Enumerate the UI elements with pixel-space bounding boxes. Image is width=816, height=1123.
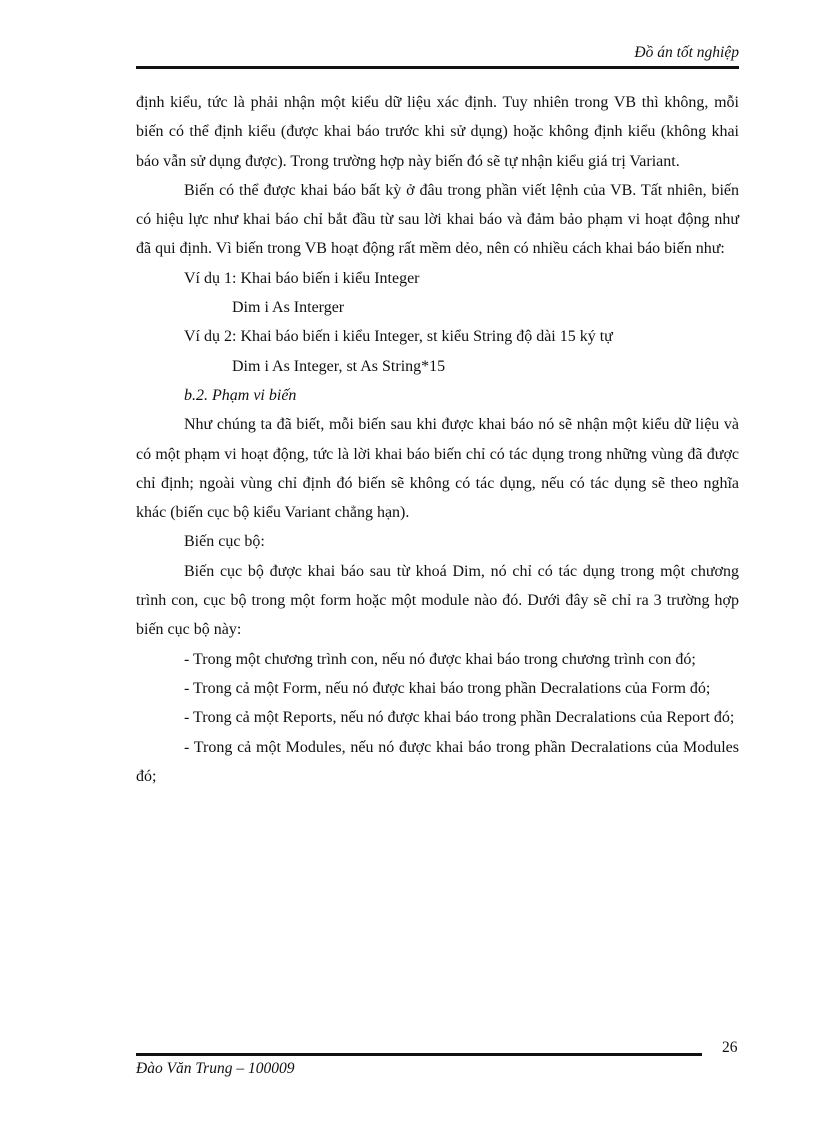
page-number: 26 [722, 1039, 738, 1056]
bullet-item-2: - Trong cả một Form, nếu nó được khai báo trong phần Decralations của Form đó; [184, 679, 711, 697]
sub-heading: Biến cục bộ: [184, 533, 265, 551]
example-1-code: Dim i As Interger [232, 299, 345, 317]
footer-rule [136, 1053, 702, 1056]
footer-author: Đào Văn Trung – 100009 [136, 1060, 295, 1077]
section-heading: b.2. Phạm vi biến [184, 386, 297, 404]
paragraph-3: Như chúng ta đã biết, mỗi biến sau khi được khai báo nó sẽ nhận một kiểu dữ liệu và có một phạm vi hoạt động, tức là lời khai báo biến chỉ có tác dụng trong những vùng đã được chỉ định; ngoài vùng chỉ định đó biến sẽ không có tác dụng, nếu có tác dụng sẽ theo nghĩa khác (biến cục bộ kiểu Variant chẳng hạn). [136, 416, 739, 522]
page-content [136, 88, 739, 791]
header-title: Đồ án tốt nghiệp [634, 44, 739, 61]
bullet-item-4: - Trong cả một Modules, nếu nó được khai báo trong phần Decralations của Modules đó; [136, 738, 739, 785]
example-2-code: Dim i As Integer, st As String*15 [232, 357, 446, 375]
bullet-item-1: - Trong một chương trình con, nếu nó được khai báo trong chương trình con đó; [184, 650, 696, 668]
paragraph-1: định kiểu, tức là phải nhận một kiểu dữ liệu xác định. Tuy nhiên trong VB thì không, mỗi biến có thể định kiểu (được khai báo trước khi sử dụng) hoặc không định kiểu (không khai báo vẫn sử dụng được). Trong trường hợp này biến đó sẽ tự nhận kiểu giá trị Variant. [136, 94, 739, 170]
example-2-label: Ví dụ 2: Khai báo biến i kiểu Integer, st kiểu String độ dài 15 ký tự [184, 328, 613, 346]
paragraph-4: Biến cục bộ được khai báo sau từ khoá Dim, nó chỉ có tác dụng trong một chương trình con, cục bộ trong một form hoặc một module nào đó. Dưới đây sẽ chỉ ra 3 trường hợp biến cục bộ này: [136, 562, 739, 639]
header-rule [136, 66, 739, 69]
paragraph-2: Biến có thể được khai báo bất kỳ ở đâu trong phần viết lệnh của VB. Tất nhiên, biến có hiệu lực như khai báo chỉ bắt đầu từ sau lời khai báo và đảm bảo phạm vi hoạt động như đã qui định. Vì biến trong VB hoạt động rất mềm dẻo, nên có nhiều cách khai báo biến như: [136, 181, 739, 258]
bullet-item-3: - Trong cả một Reports, nếu nó được khai báo trong phần Decralations của Report đó; [184, 709, 735, 727]
example-1-label: Ví dụ 1: Khai báo biến i kiểu Integer [184, 269, 420, 287]
